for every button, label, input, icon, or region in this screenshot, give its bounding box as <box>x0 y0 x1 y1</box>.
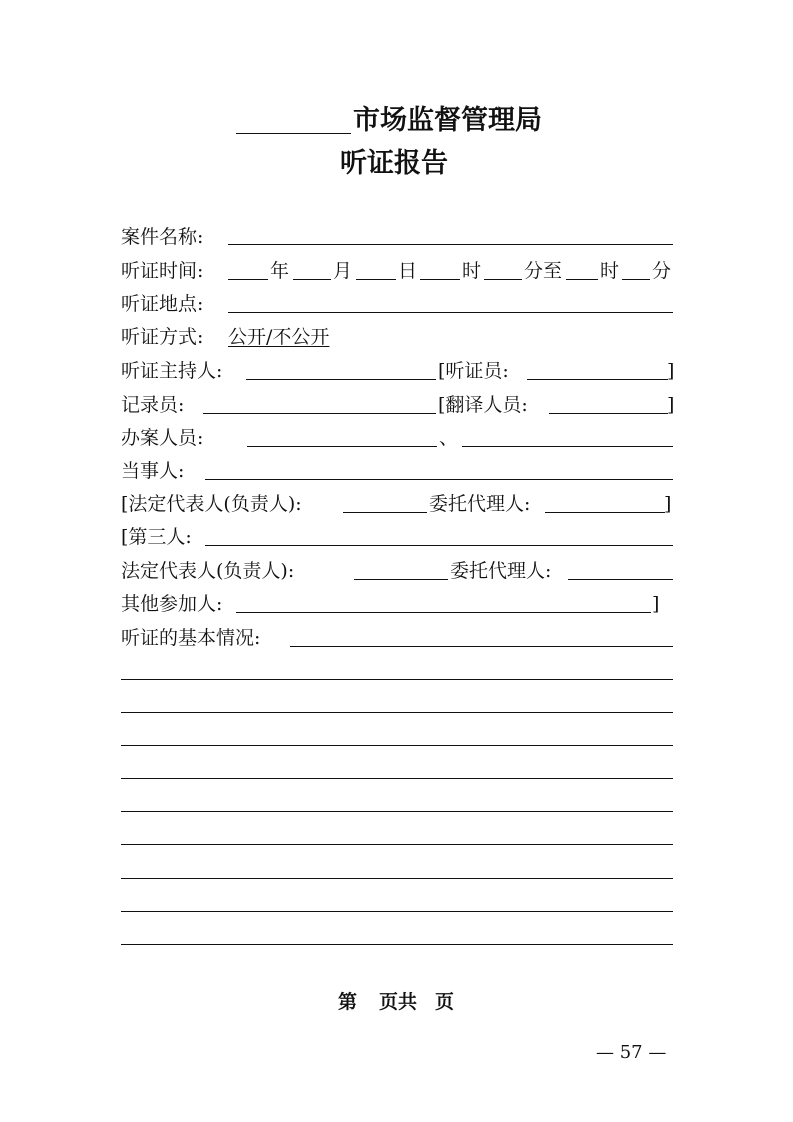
minute2-label: 分 <box>652 260 672 282</box>
party-label: 当事人: <box>121 460 185 482</box>
legal-rep-field[interactable] <box>343 512 427 513</box>
page-indicator <box>338 990 454 1014</box>
bracket-close: ] <box>664 493 672 515</box>
hearing-method-value[interactable]: 公开/不公开 <box>228 326 330 348</box>
hearing-place-label: 听证地点: <box>121 293 204 315</box>
host-field[interactable] <box>246 379 436 380</box>
page-number: — 57 — <box>596 1042 667 1063</box>
year-label: 年 <box>270 260 290 282</box>
agent2-label: 委托代理人: <box>450 560 552 582</box>
case-handlers-separator: 、 <box>439 427 459 449</box>
case-handlers-label: 办案人员: <box>121 427 204 449</box>
bracket-close: ] <box>652 593 660 615</box>
recorder-field[interactable] <box>203 413 436 414</box>
page-label: 第 <box>338 991 358 1013</box>
bracket-close: ] <box>667 360 675 382</box>
writing-line[interactable] <box>121 944 673 945</box>
hearing-officer-field[interactable] <box>527 379 668 380</box>
case-name-field[interactable] <box>228 244 673 245</box>
host-label: 听证主持人: <box>121 360 223 382</box>
bracket-close: ] <box>667 394 675 416</box>
writing-line[interactable] <box>121 712 673 713</box>
hour-field[interactable] <box>420 279 460 280</box>
writing-line[interactable] <box>121 778 673 779</box>
basic-situation-label: 听证的基本情况: <box>121 627 261 649</box>
case-handler1-field[interactable] <box>247 446 437 447</box>
case-name-label: 案件名称: <box>121 226 204 248</box>
year-field[interactable] <box>228 279 268 280</box>
month-field[interactable] <box>293 279 331 280</box>
hour-label: 时 <box>462 260 482 282</box>
minute-field[interactable] <box>484 279 522 280</box>
agent-label: 委托代理人: <box>429 493 531 515</box>
page-end-label: 页 <box>435 991 455 1013</box>
legal-rep2-label: 法定代表人(负责人): <box>121 560 295 582</box>
agent-field[interactable] <box>545 512 665 513</box>
writing-line[interactable] <box>121 811 673 812</box>
third-party-label: [第三人: <box>121 526 192 548</box>
month-label: 月 <box>333 260 353 282</box>
case-handler2-field[interactable] <box>462 446 673 447</box>
writing-line[interactable] <box>121 679 673 680</box>
hour2-label: 时 <box>600 260 620 282</box>
party-field[interactable] <box>205 479 673 480</box>
minute2-field[interactable] <box>622 279 650 280</box>
legal-rep-label: [法定代表人(负责人): <box>121 493 302 515</box>
agent2-field[interactable] <box>568 579 673 580</box>
writing-line[interactable] <box>121 878 673 879</box>
third-party-field[interactable] <box>205 545 673 546</box>
hearing-time-label: 听证时间: <box>121 260 204 282</box>
writing-line[interactable] <box>121 911 673 912</box>
minute-to-label: 分至 <box>524 260 563 282</box>
basic-situation-field[interactable] <box>290 646 673 647</box>
hour2-field[interactable] <box>566 279 598 280</box>
legal-rep2-field[interactable] <box>354 579 448 580</box>
report-title: 听证报告 <box>340 148 448 179</box>
total-label: 页共 <box>379 991 418 1013</box>
authority-title: 市场监督管理局 <box>353 105 542 136</box>
day-label: 日 <box>398 260 418 282</box>
recorder-label: 记录员: <box>121 394 185 416</box>
other-participants-field[interactable] <box>236 612 651 613</box>
other-participants-label: 其他参加人: <box>121 593 223 615</box>
hearing-place-field[interactable] <box>228 312 673 313</box>
writing-line[interactable] <box>121 844 673 845</box>
hearing-officer-label: [听证员: <box>438 360 509 382</box>
day-field[interactable] <box>356 279 396 280</box>
translator-field[interactable] <box>549 413 668 414</box>
translator-label: [翻译人员: <box>438 394 528 416</box>
authority-blank-line[interactable] <box>236 133 351 134</box>
writing-line[interactable] <box>121 745 673 746</box>
hearing-method-label: 听证方式: <box>121 326 204 348</box>
